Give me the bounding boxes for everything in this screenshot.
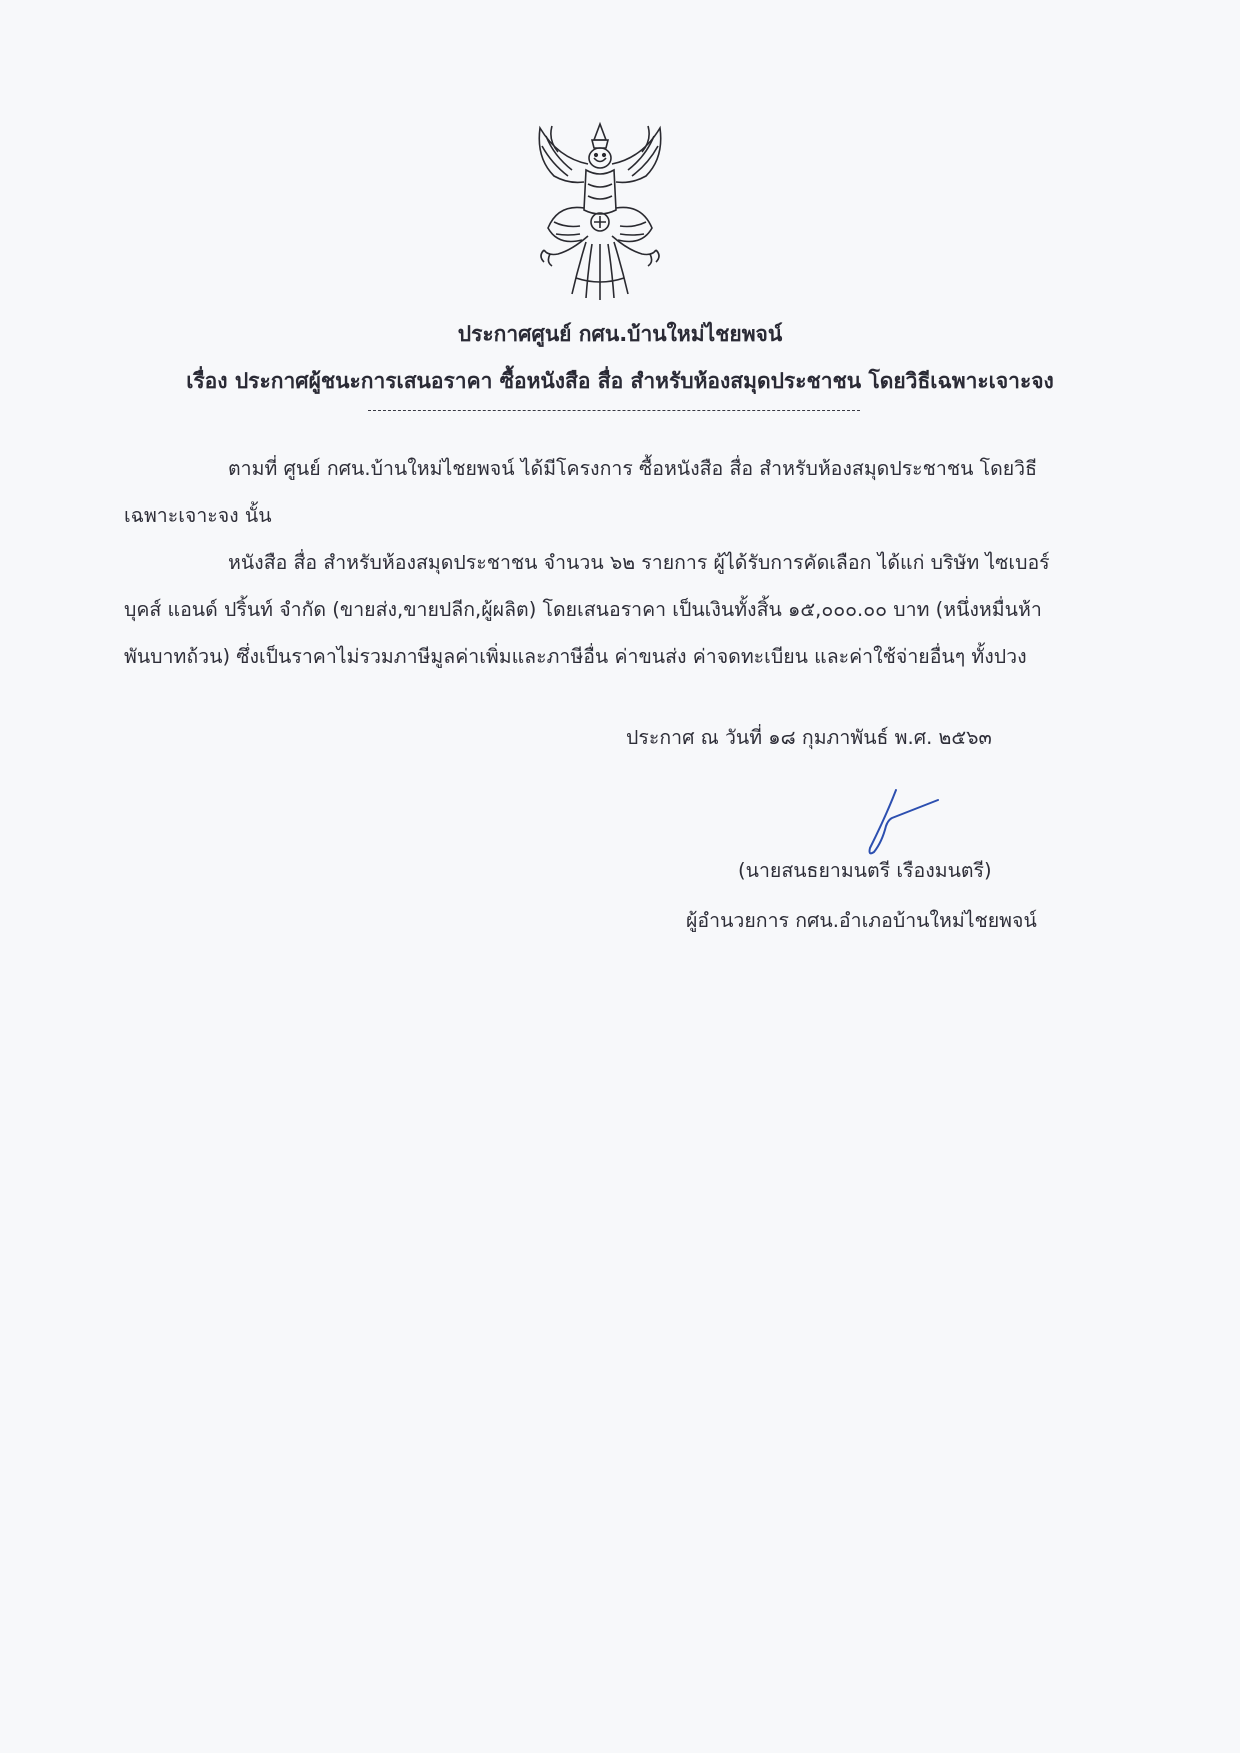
paragraph-1-line-1: ตามที่ ศูนย์ กศน.บ้านใหม่ไชยพจน์ ได้มีโครงการ ซื้อหนังสือ สื่อ สำหรับห้องสมุดประชาชน โดยวิธี	[228, 457, 1038, 480]
document-subject: เรื่อง ประกาศผู้ชนะการเสนอราคา ซื้อหนังสือ สื่อ สำหรับห้องสมุดประชาชน โดยวิธีเฉพาะเจาะจง	[186, 369, 1054, 393]
paragraph-2-line-3: พันบาทถ้วน) ซึ่งเป็นราคาไม่รวมภาษีมูลค่าเพิ่มและภาษีอื่น ค่าขนส่ง ค่าจดทะเบียน และค่าใช้จ่ายอื่นๆ ทั้งปวง	[124, 645, 1027, 668]
paragraph-2-line-2: บุคส์ แอนด์ ปริ้นท์ จำกัด (ขายส่ง,ขายปลีก,ผู้ผลิต) โดยเสนอราคา เป็นเงินทั้งสิ้น ๑๕,๐๐๐.๐๐ บาท (หนึ่งหมื่นห้า	[124, 598, 1042, 621]
signature-icon	[848, 786, 948, 862]
signatory-position: ผู้อำนวยการ กศน.อำเภอบ้านใหม่ไชยพจน์	[686, 909, 1037, 932]
paragraph-1-line-2: เฉพาะเจาะจง นั้น	[124, 504, 272, 527]
garuda-emblem-icon	[528, 118, 672, 302]
document-title: ประกาศศูนย์ กศน.บ้านใหม่ไชยพจน์	[457, 322, 783, 346]
paragraph-2-line-1: หนังสือ สื่อ สำหรับห้องสมุดประชาชน จำนวน ๖๒ รายการ ผู้ได้รับการคัดเลือก ได้แก่ บริษัท ไซเบอร์	[228, 551, 1050, 574]
title-divider	[368, 410, 860, 411]
announcement-date: ประกาศ ณ วันที่ ๑๘ กุมภาพันธ์ พ.ศ. ๒๕๖๓	[626, 726, 992, 749]
signatory-name: (นายสนธยามนตรี เรืองมนตรี)	[738, 859, 992, 882]
